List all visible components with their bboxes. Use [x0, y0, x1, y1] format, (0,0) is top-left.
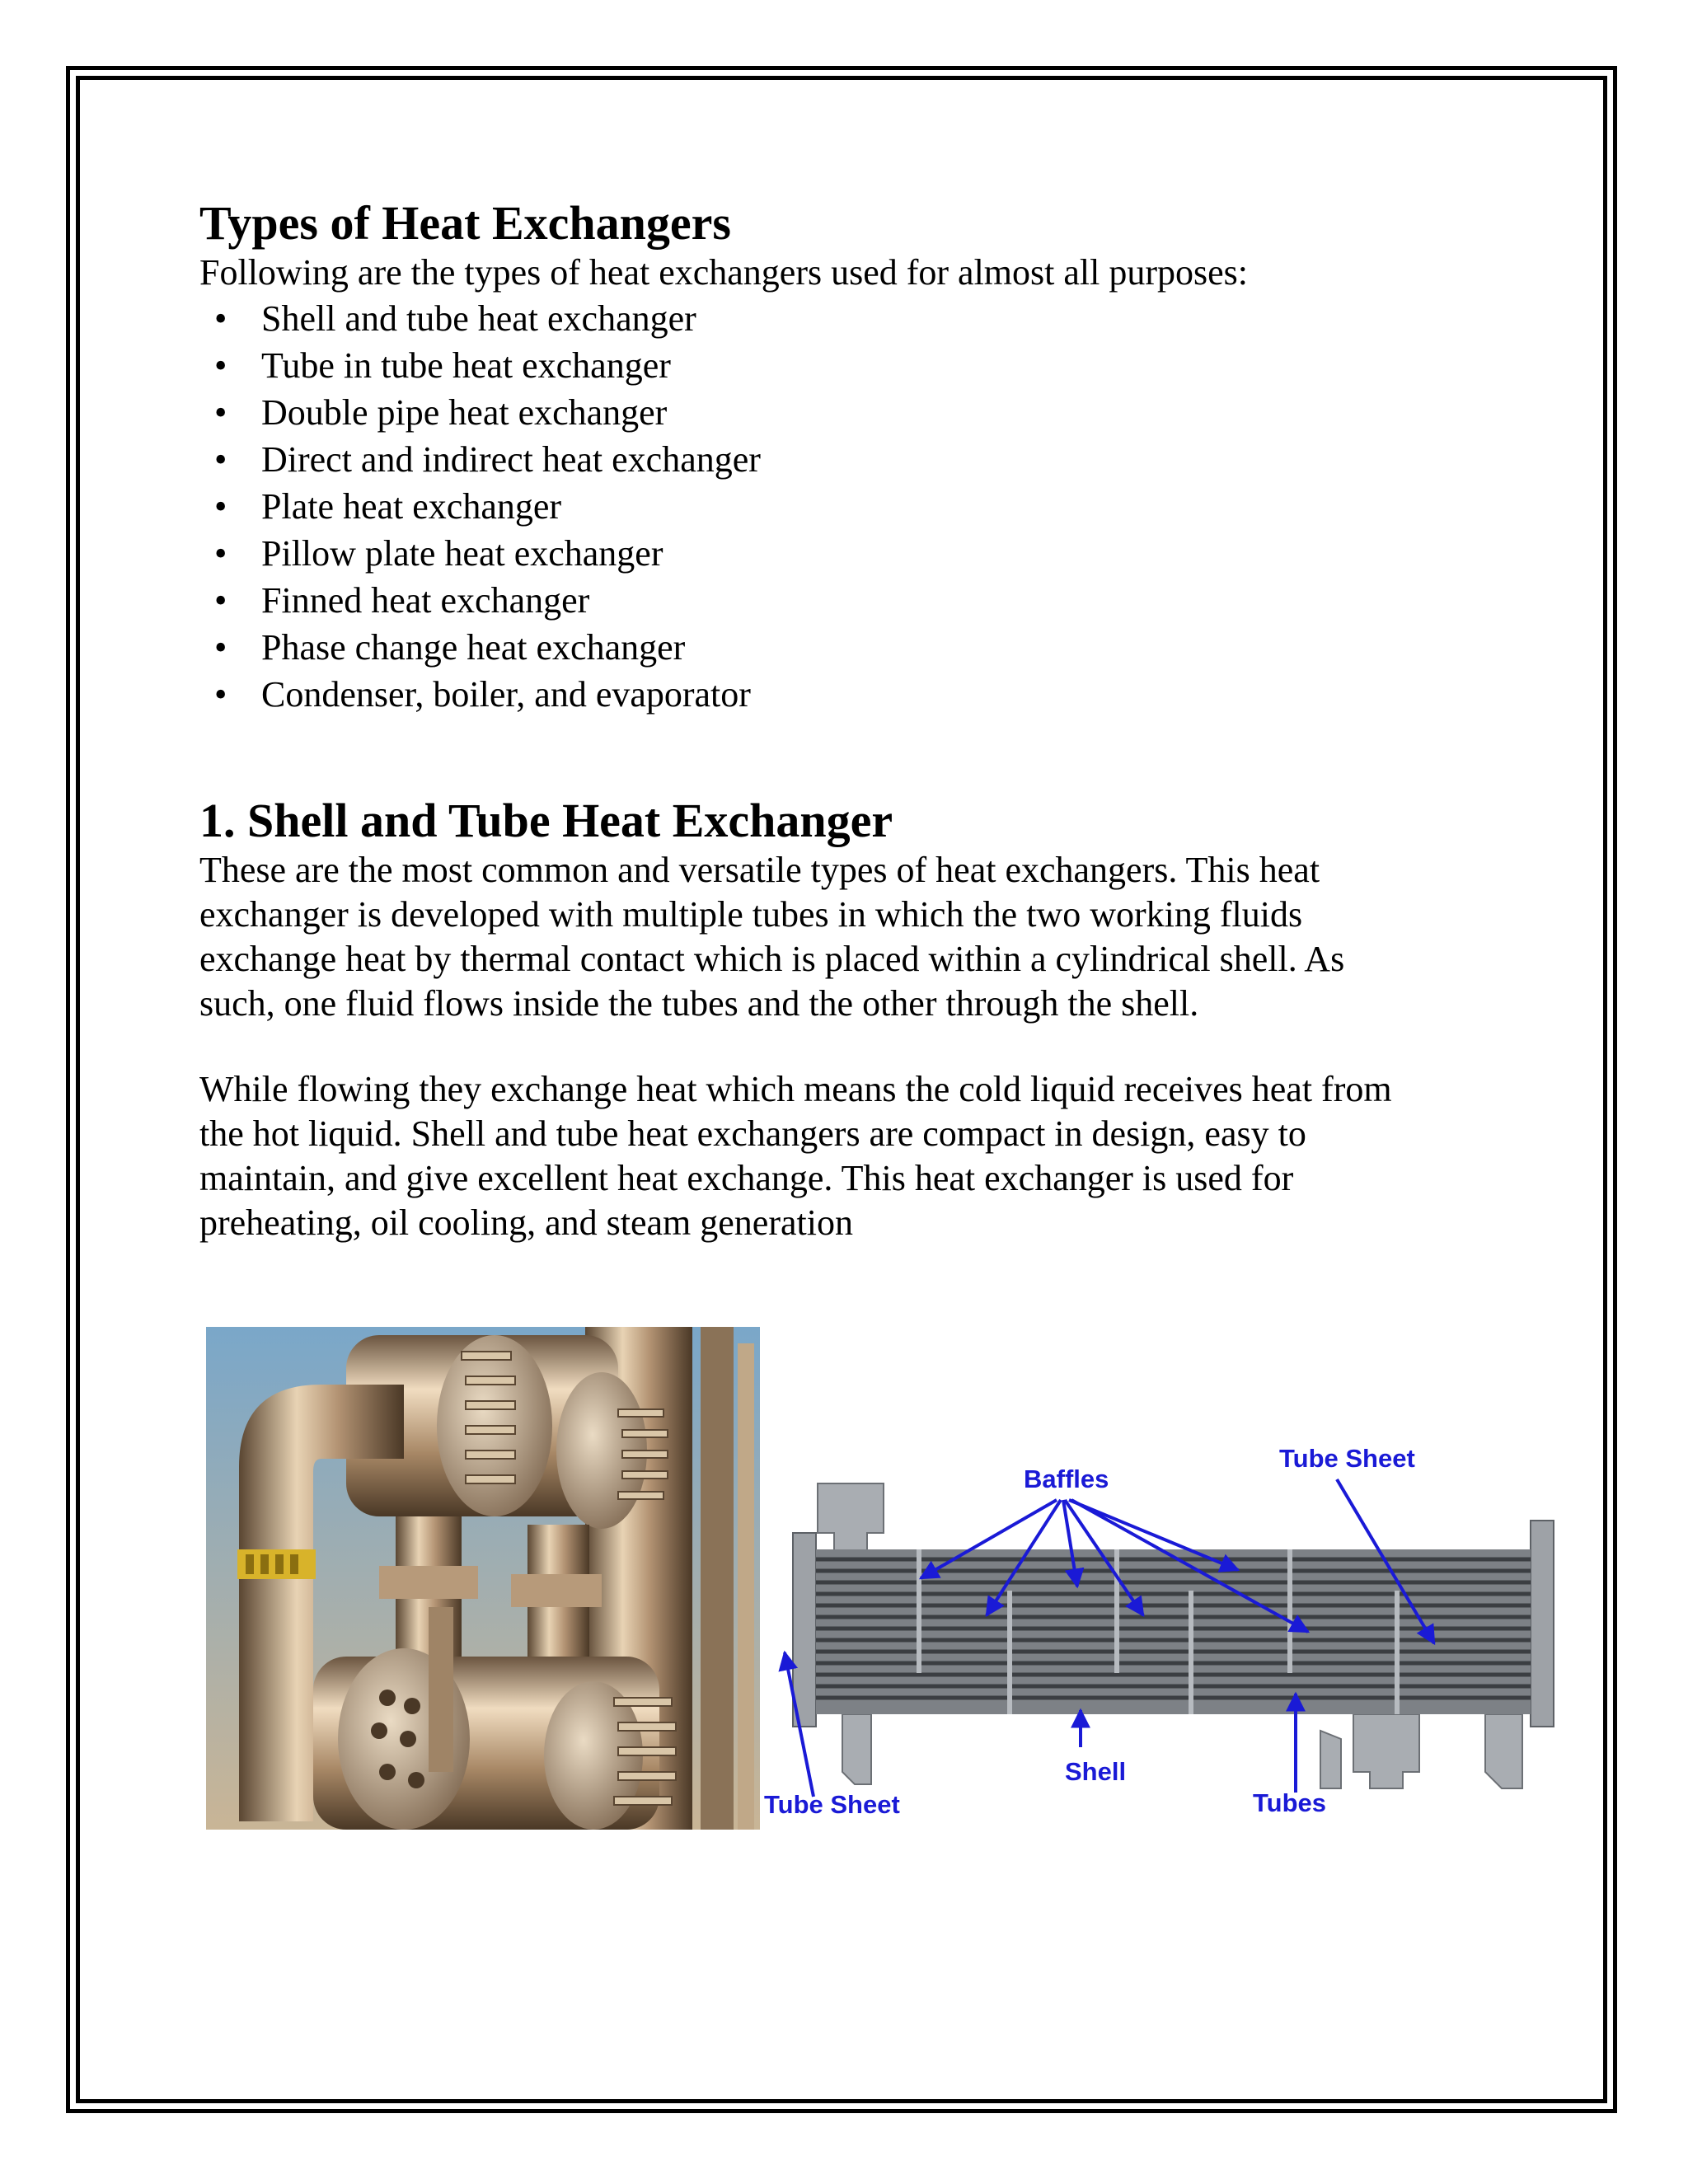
section-paragraph-2: While flowing they exchange heat which means the cold liquid receives heat from the hot liquid. Shell and tube heat exchangers are compact in design, easy to maintain, and give excellent heat exchange. This heat exchanger is used for preheating, oil cooling, and steam generation: [199, 1069, 1392, 1243]
bullet-icon: •: [214, 392, 227, 433]
list-item: • Double pipe heat exchanger: [199, 389, 1502, 436]
bullet-icon: •: [214, 627, 227, 668]
bullet-icon: •: [214, 533, 227, 574]
label-baffles: Baffles: [1024, 1465, 1109, 1493]
bullet-icon: •: [214, 486, 227, 527]
shell-tube-diagram: [760, 1327, 1667, 1834]
list-item: • Condenser, boiler, and evaporator: [199, 671, 1502, 718]
label-tube-sheet-top: Tube Sheet: [1279, 1444, 1415, 1473]
bullet-icon: •: [214, 439, 227, 480]
page-title: Types of Heat Exchangers: [199, 196, 731, 250]
intro-text: Following are the types of heat exchangers used for almost all purposes:: [199, 252, 1249, 293]
document-content: [199, 196, 1502, 1245]
section-title: 1. Shell and Tube Heat Exchanger: [199, 794, 893, 847]
list-item: • Direct and indirect heat exchanger: [199, 436, 1502, 483]
heat-exchanger-photo: [206, 1327, 760, 1830]
bullet-icon: •: [214, 674, 227, 715]
tube-sheet-left: [793, 1533, 816, 1727]
label-tubes: Tubes: [1253, 1788, 1326, 1817]
list-item: • Pillow plate heat exchanger: [199, 530, 1502, 577]
bullet-icon: •: [214, 580, 227, 621]
label-shell: Shell: [1065, 1757, 1127, 1786]
list-item: • Shell and tube heat exchanger: [199, 295, 1502, 342]
label-tube-sheet-bottom: Tube Sheet: [764, 1790, 900, 1819]
figures: [206, 1327, 1442, 1834]
list-item: • Finned heat exchanger: [199, 577, 1502, 624]
bullet-icon: •: [214, 298, 227, 339]
list-item: • Plate heat exchanger: [199, 483, 1502, 530]
section-paragraph-1: These are the most common and versatile types of heat exchangers. This heat exchanger is developed with multiple tubes in which the two working fluids exchange heat by thermal contact which is placed within a cylindrical shell. As such, one fluid flows inside the tubes and the other through the shell.: [199, 850, 1345, 1024]
bullet-icon: •: [214, 345, 227, 386]
types-list: [199, 295, 1502, 718]
tube-sheet-right: [1531, 1521, 1554, 1727]
shell-body: [816, 1549, 1531, 1714]
list-item: • Tube in tube heat exchanger: [199, 342, 1502, 389]
list-item: • Phase change heat exchanger: [199, 624, 1502, 671]
